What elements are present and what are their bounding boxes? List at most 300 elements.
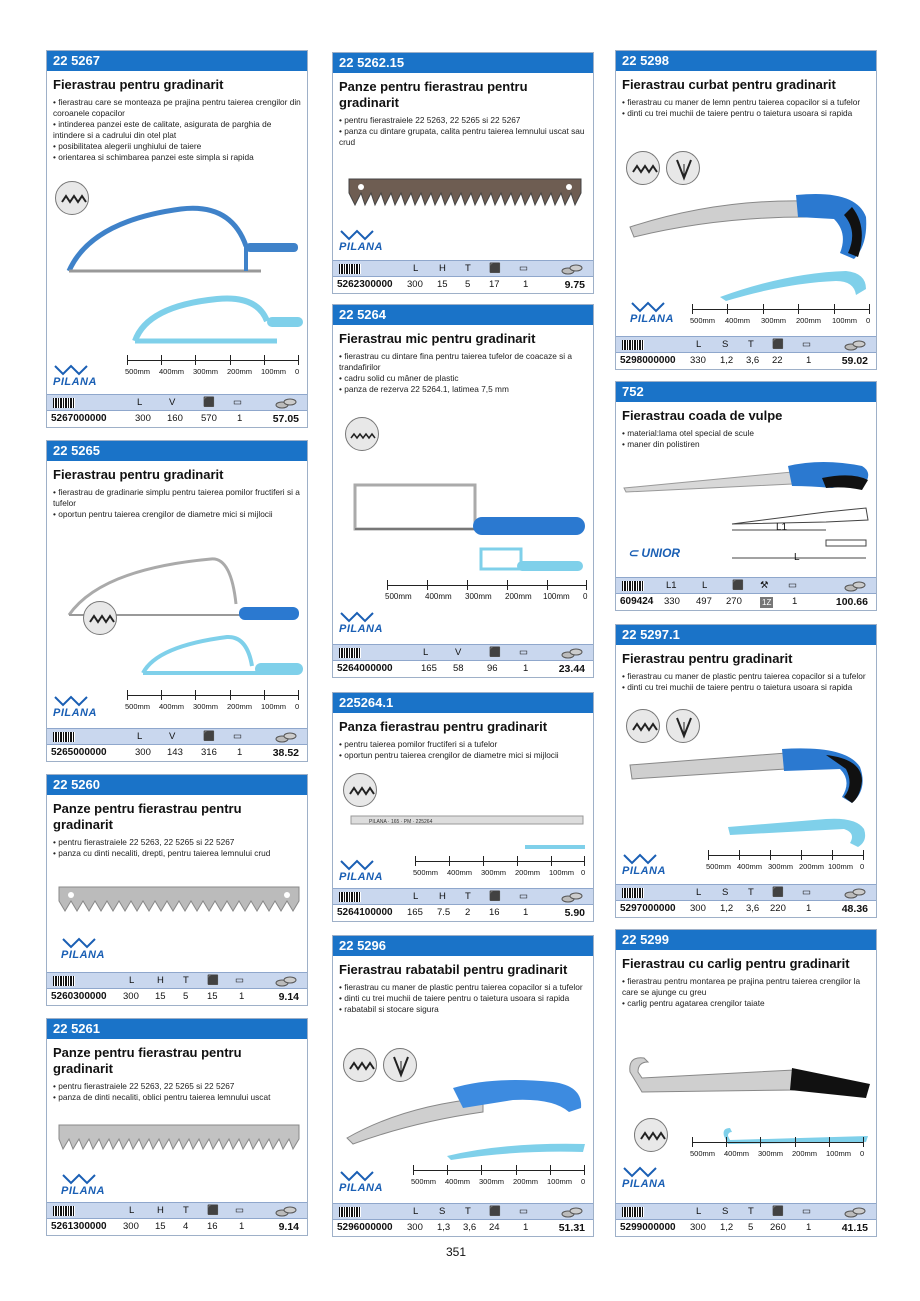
scale-label: 500mm [706,862,732,871]
spec-header [333,1203,593,1220]
scale-label: 400mm [159,702,185,711]
scale-label: 0 [860,862,865,871]
header-V: V [169,397,176,408]
desc-line: • fierastrau pentru montarea pe prajina pentru taierea crengilor la care se ajunge cu greu [622,976,861,997]
spec-value: 316 [201,747,217,758]
product-title: Fierastrau pentru gradinarit [622,651,793,666]
scale-label: 400mm [725,316,751,325]
barcode-icon [339,1207,361,1217]
dimension-label-L1: L1 [776,522,788,533]
size-scale [127,352,299,378]
weight-icon: ⬛ [489,1206,501,1217]
header-T: T [465,263,471,274]
spec-value: 1 [237,747,243,758]
teeth-icon [634,1118,668,1152]
product-code: 22 5297.1 [616,625,876,645]
page-number: 351 [446,1245,467,1259]
desc-line: • oportun pentru taierea crengilor de diametre mici si mijlocii [53,509,273,519]
product-title: Fierastrau pentru gradinarit [53,467,224,482]
coins-icon [844,339,866,351]
header-H: H [439,891,446,902]
product-title: Fierastrau rabatabil pentru gradinarit [339,962,568,977]
article-number: 609424 [620,596,654,607]
desc-line: • material:lama otel special de scule [622,428,755,438]
product-code: 22 5264 [333,305,593,325]
spec-header [47,972,307,989]
spec-value: 1 [523,907,529,918]
header-H: H [157,1205,164,1216]
package-icon: ▭ [235,1205,244,1216]
header-S: S [722,887,729,898]
desc-line: • dinti cu trei muchii de taiere pentru o taietura usoara si rapida [339,993,570,1003]
spec-table [333,260,593,293]
spec-value: 300 [123,1221,139,1232]
coins-icon [561,891,583,903]
barcode-icon [622,1207,644,1217]
package-icon: ▭ [802,339,811,350]
spec-value: 58 [453,663,464,674]
product-code: 22 5298 [616,51,876,71]
product-card-22526215 [332,52,594,294]
pilana-logo [630,301,674,325]
weight-icon: ⬛ [489,263,501,274]
scale-label: 100mm [261,702,287,711]
spec-value: 3,6 [463,1222,477,1233]
scale-label: 300mm [465,592,492,601]
spec-row [616,594,876,610]
spec-value: 570 [201,413,217,424]
spec-value: 22 [772,355,783,366]
weight-icon: ⬛ [489,647,501,658]
desc-line: • carlig pentru agatarea crengilor taiate [622,998,765,1008]
product-code: 22 5261 [47,1019,307,1039]
curved-saw-silhouette [716,259,870,303]
product-title: Fierastrau curbat pentru gradinarit [622,77,836,92]
product-card-225299 [615,929,877,1237]
pilana-logo [339,859,383,883]
spec-table [616,1203,876,1236]
price: 48.36 [841,903,868,915]
header-T: T [748,887,754,898]
size-scale [692,1134,864,1160]
spec-value: 17 [489,279,500,290]
spec-value: 497 [696,596,712,607]
spec-table [47,728,307,761]
desc-line: • cadru solid cu mâner de plastic [339,373,459,383]
spec-row [47,1219,307,1235]
spec-value: 143 [167,747,183,758]
desc-line: • pentru taierea pomilor fructiferi si a tufelor [339,739,498,749]
scale-label: 400mm [159,367,185,376]
scale-label: 0 [583,592,588,601]
size-scale [127,687,299,713]
size-scale [415,853,585,879]
product-card-225296 [332,935,594,1237]
scale-label: 500mm [690,1149,716,1158]
blade-silhouette [525,843,587,851]
teeth-icon [343,773,377,807]
foxtail-saw-image [622,458,872,498]
desc-line: • fierastrau cu dintare fina pentru taierea tufelor de coacaze si a trandafirilor [339,351,573,372]
product-description [333,113,593,148]
product-card-225261 [46,1018,308,1236]
scale-label: 100mm [547,1177,573,1186]
product-title: Panze pentru fierastrau pentru gradinarit [53,801,242,832]
price: 57.05 [272,413,299,425]
scale-label: 200mm [513,1177,539,1186]
price: 51.31 [558,1222,585,1234]
product-title: Fierastrau coada de vulpe [622,408,783,423]
product-description [616,95,876,119]
spec-row [47,745,307,761]
spec-row [47,411,307,427]
desc-line: • pentru fierastraiele 22 5263, 22 5265 si 22 5267 [53,837,235,847]
spec-header [47,728,307,745]
scale-label: 200mm [505,592,532,601]
barcode-icon [339,892,361,902]
spec-table [333,1203,593,1236]
scale-label: 100mm [549,868,575,877]
product-code: 752 [616,382,876,402]
product-code: 22 5296 [333,936,593,956]
header-L: L [696,1206,702,1217]
unior-logo [628,546,680,560]
spec-value: 5 [465,279,471,290]
package-icon: ▭ [233,731,242,742]
spec-header [47,394,307,411]
price: 5.90 [564,907,585,919]
product-title: Panze pentru fierastrau pentru gradinarit [339,79,528,110]
scale-label: 300mm [761,316,787,325]
spec-table [333,888,593,921]
coins-icon [275,1205,297,1217]
scale-label: 300mm [758,1149,784,1158]
brand-text: PILANA [61,1185,105,1197]
scale-label: 200mm [792,1149,818,1158]
spec-value: 300 [407,279,423,290]
scale-label: 200mm [227,702,253,711]
article-number: 5298000000 [620,355,676,366]
header-L: L [696,339,702,350]
tooth-profile-icon [666,709,700,743]
price: 9.14 [278,1221,299,1233]
spec-value: 15 [155,1221,166,1232]
pilana-logo [61,937,105,961]
package-icon: ▭ [802,887,811,898]
scale-label: 500mm [411,1177,437,1186]
spec-value: 1 [237,413,243,424]
spec-row [333,277,593,293]
brand-text: PILANA [339,871,383,883]
size-scale [413,1162,585,1188]
header-T: T [465,891,471,902]
desc-line: • panza cu dintare grupata, calita pentru taierea lemnului uscat sau crud [339,126,585,147]
scale-label: 0 [581,1177,586,1186]
brand-text: PILANA [630,313,674,325]
brand-text: PILANA [53,376,97,388]
spec-value: 1,2 [720,355,734,366]
teeth-icon [83,601,117,635]
package-icon: ▭ [519,647,528,658]
scale-label: 0 [295,702,300,711]
spec-value: 1,3 [437,1222,451,1233]
article-number: 5297000000 [620,903,676,914]
product-description [333,349,593,395]
header-L: L [423,647,429,658]
spec-value: 270 [726,596,742,607]
spec-value: 300 [135,413,151,424]
coins-icon [561,263,583,275]
header-L: L [137,397,143,408]
article-number: 5260300000 [51,991,107,1002]
desc-line: • oportun pentru taierea crengilor de diametre mici si mijlocii [339,750,559,760]
product-description [47,95,307,163]
header-T: T [748,1206,754,1217]
product-title: Fierastrau pentru gradinarit [53,77,224,92]
coins-icon [275,397,297,409]
folding-saw-image [343,1076,587,1146]
scale-label: 200mm [227,367,253,376]
spec-value: 1 [523,1222,529,1233]
saw-blade-image [57,885,301,917]
dimension-label-L: L [794,552,800,563]
spec-value: 330 [664,596,680,607]
desc-line: • fierastrau cu maner de lemn pentru taierea copacilor si a tufelor [622,97,861,107]
product-code: 22 5260 [47,775,307,795]
spec-value: 1,2 [720,1222,734,1233]
product-description [616,669,876,693]
spec-value: 220 [770,903,786,914]
bow-saw-image [61,201,301,291]
header-H: H [157,975,164,986]
spec-header [47,1202,307,1219]
spec-value: 16 [489,907,500,918]
weight-icon: ⬛ [732,580,744,591]
header-T: T [183,975,189,986]
coins-icon [844,580,866,592]
price: 38.52 [272,747,299,759]
scale-label: 200mm [796,316,822,325]
hook-saw-image [624,1048,872,1108]
spec-value: 7.5 [437,907,451,918]
price: 9.75 [564,279,585,291]
package-icon: ▭ [788,580,797,591]
spec-header [616,577,876,594]
product-card-22529701 [615,624,877,918]
scale-label: 200mm [799,862,825,871]
spec-header [333,888,593,905]
desc-line: • fierastrau de gradinarie simplu pentru taierea pomilor fructiferi si a tufelor [53,487,300,508]
product-description [47,1079,307,1103]
spec-table [616,884,876,917]
pruning-saw-image [626,745,870,807]
scale-label: 0 [295,367,300,376]
barcode-icon [622,581,644,591]
scale-label: 400mm [425,592,452,601]
scale-label: 100mm [543,592,570,601]
product-title: Panze pentru fierastrau pentru gradinarit [53,1045,242,1076]
pilana-logo [339,611,383,635]
barcode-icon [53,732,75,742]
spec-value: 3,6 [746,903,760,914]
size-scale [708,847,864,873]
barcode-icon [339,648,361,658]
desc-line: • intinderea panzei este de calitate, asigurata de parghia de intindere si a cadrului din otel plat [53,119,272,140]
spec-value: 1 [792,596,798,607]
brand-text: PILANA [622,1178,666,1190]
price: 41.15 [841,1222,868,1234]
scale-label: 500mm [125,702,151,711]
bow-saw-silhouette [137,631,307,681]
spec-value: 15 [207,991,218,1002]
desc-line: • panza de dinti necaliti, oblici pentru taierea lemnului uscat [53,1092,271,1102]
price: 100.66 [835,596,868,608]
pruning-saw-silhouette [726,815,870,849]
coins-icon [275,975,297,987]
product-card-225265 [46,440,308,762]
desc-line: • orientarea si schimbarea panzei este simpla si rapida [53,152,254,162]
spec-value: 165 [421,663,437,674]
spec-value: 5 [183,991,189,1002]
product-title: Fierastrau cu carlig pentru gradinarit [622,956,850,971]
teeth-icon [626,151,660,185]
barcode-icon [53,976,75,986]
saw-blade-image [347,177,583,211]
desc-line: • fierastrau cu maner de plastic pentru taierea copacilor si a tufelor [622,671,866,681]
desc-line: • fierastrau care se monteaza pe prajina pentru taierea crengilor din coroanele copacilor [53,97,301,118]
spec-value: 300 [690,903,706,914]
tool-type-icon: ⚒ [760,580,769,591]
spec-value: 260 [770,1222,786,1233]
desc-line: • panza de rezerva 22 5264.1, latimea 7,5 mm [339,384,509,394]
product-title: Panza fierastrau pentru gradinarit [339,719,548,734]
size-scale [692,301,870,327]
barcode-icon [53,398,75,408]
spec-table [616,336,876,369]
spec-table [616,577,876,610]
desc-line: • pentru fierastraiele 22 5263, 22 5265 si 22 5267 [53,1081,235,1091]
pilana-logo [622,853,666,877]
spec-value: 1 [523,279,529,290]
desc-line: • pentru fierastraiele 22 5263, 22 5265 si 22 5267 [339,115,521,125]
small-saw-image [347,473,587,543]
scale-label: 300mm [479,1177,505,1186]
scale-label: 0 [866,316,871,325]
package-icon: ▭ [519,891,528,902]
spec-table [333,644,593,677]
spec-row [47,989,307,1005]
spec-value: 1 [806,903,812,914]
product-code: 225264.1 [333,693,593,713]
bow-saw-silhouette [127,291,307,351]
teeth-icon [626,709,660,743]
header-S: S [722,339,729,350]
scale-label: 100mm [832,316,858,325]
small-saw-silhouette [477,545,587,575]
header-S: S [722,1206,729,1217]
header-L: L [413,891,419,902]
scale-label: 500mm [690,316,716,325]
spec-value: 330 [690,355,706,366]
spec-value: 165 [407,907,423,918]
pilana-logo [53,695,97,719]
product-code: 22 5267 [47,51,307,71]
package-icon: ▭ [519,1206,528,1217]
price: 59.02 [841,355,868,367]
tool-group-badge: 1Z [762,598,772,607]
desc-line: • dinti cu trei muchii de taiere pentru o taietura usoara si rapida [622,108,853,118]
spec-row [616,1220,876,1236]
header-L: L [137,731,143,742]
coins-icon [561,1206,583,1218]
header-H: H [439,263,446,274]
spec-header [333,260,593,277]
weight-icon: ⬛ [207,975,219,986]
product-card-2252641 [332,692,594,922]
product-card-752 [615,381,877,611]
spec-row [333,1220,593,1236]
product-card-225267 [46,50,308,428]
scale-label: 400mm [447,868,473,877]
scale-label: 300mm [768,862,794,871]
pilana-logo [53,364,97,388]
header-T: T [465,1206,471,1217]
spec-value: 160 [167,413,183,424]
scale-label: 500mm [385,592,412,601]
package-icon: ▭ [802,1206,811,1217]
brand-text: PILANA [61,949,105,961]
header-L: L [696,887,702,898]
coins-icon [844,887,866,899]
curved-saw-image [626,187,870,267]
product-code: 22 5262.15 [333,53,593,73]
spec-header [616,1203,876,1220]
spec-value: 15 [155,991,166,1002]
product-description [333,980,593,1015]
brand-text: PILANA [339,623,383,635]
header-T: T [748,339,754,350]
article-number: 5261300000 [51,1221,107,1232]
brand-text: PILANA [339,241,383,253]
spec-row [616,901,876,917]
package-icon: ▭ [235,975,244,986]
header-V: V [455,647,462,658]
weight-icon: ⬛ [203,397,215,408]
spec-table [47,394,307,427]
fine-teeth-icon [345,417,379,451]
product-card-225260 [46,774,308,1006]
coins-icon [561,647,583,659]
brand-text: PILANA [622,865,666,877]
pilana-logo [61,1173,105,1197]
desc-line: • maner din polistiren [622,439,700,449]
spec-row [333,661,593,677]
product-code: 22 5299 [616,930,876,950]
size-scale [387,577,587,603]
scale-label: 300mm [193,367,219,376]
article-number: 5262300000 [337,279,393,290]
spec-value: 1 [806,1222,812,1233]
product-description [616,974,876,1009]
weight-icon: ⬛ [203,731,215,742]
scale-label: 500mm [125,367,151,376]
desc-line: • dinti cu trei muchii de taiere pentru o taietura usoara si rapida [622,682,853,692]
scale-label: 0 [581,868,586,877]
spec-row [616,353,876,369]
unior-mark-icon: ⊂ [628,546,639,560]
spec-header [616,336,876,353]
price: 23.44 [558,663,585,675]
